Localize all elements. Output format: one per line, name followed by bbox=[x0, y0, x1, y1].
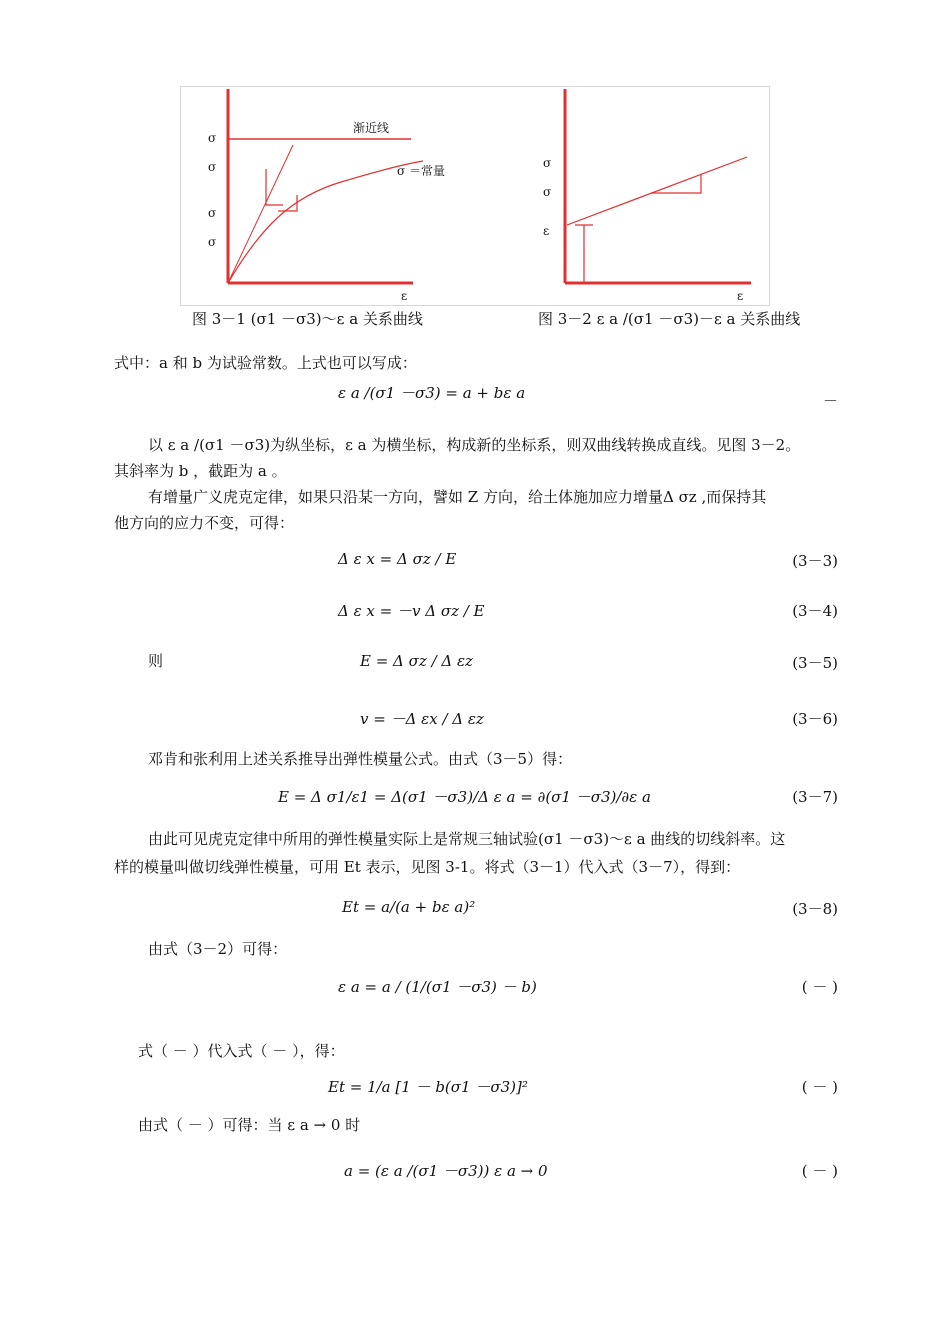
equation-3-3: Δ ε x = Δ σz / E bbox=[338, 550, 457, 568]
equation-3-8: Et = a/(a + bε a)² bbox=[342, 898, 476, 916]
fig1-y-label-2: σ bbox=[208, 160, 217, 174]
figure-panel bbox=[180, 86, 770, 306]
equation-number-b: ( － ) bbox=[801, 978, 838, 996]
equation-number-3-7: (3－7) bbox=[792, 788, 838, 806]
figures-svg bbox=[181, 87, 769, 305]
fig1-x-label: ε bbox=[401, 289, 408, 303]
fig2-x-label: ε bbox=[737, 289, 744, 303]
word-then: 则 bbox=[148, 652, 164, 670]
fig2-y-label-3: ε bbox=[543, 224, 550, 238]
fig1-curve-label: σ ＝常量 bbox=[397, 164, 446, 178]
equation-3-4: Δ ε x = －v Δ σz / E bbox=[338, 602, 485, 620]
paragraph-hooke-line1: 有增量广义虎克定律，如果只沿某一方向，譬如 Z 方向，给土体施加应力增量Δ σz ,而保持其 bbox=[148, 488, 767, 506]
fig1-y-label-1: σ bbox=[208, 131, 217, 145]
equation-d: a = (ε a /(σ1 －σ3)) ε a → 0 bbox=[344, 1162, 548, 1180]
paragraph-axes-line2: 其斜率为 b ，截距为 a 。 bbox=[114, 462, 287, 480]
paragraph-constants: 式中：a 和 b 为试验常数。上式也可以写成： bbox=[114, 354, 417, 372]
equation-number-c: ( － ) bbox=[801, 1078, 838, 1096]
equation-3-7: E = Δ σ1/ε1 = Δ(σ1 －σ3)/Δ ε a = ∂(σ1 －σ3)/∂ε a bbox=[278, 788, 651, 806]
equation-c: Et = 1/a [1 － b(σ1 －σ3)]² bbox=[328, 1078, 528, 1096]
equation-number-3-5: (3－5) bbox=[792, 654, 838, 672]
equation-3-5: E = Δ σz / Δ εz bbox=[360, 652, 473, 670]
fig1-asymptote-label: 渐近线 bbox=[353, 121, 390, 135]
fig2-y-label-2: σ bbox=[543, 185, 552, 199]
equation-linearized: ε a /(σ1 －σ3) = a + bε a bbox=[338, 384, 526, 402]
equation-number-3-8: (3－8) bbox=[792, 900, 838, 918]
fig1-initial-tangent bbox=[228, 145, 293, 283]
equation-number-3-4: (3－4) bbox=[792, 602, 838, 620]
figure-1-plot bbox=[228, 89, 423, 283]
paragraph-tangent-line1: 由此可见虎克定律中所用的弹性模量实际上是常规三轴试验(σ1 －σ3)～ε a 曲线的切线斜率。这 bbox=[148, 830, 786, 848]
paragraph-hooke-line2: 他方向的应力不变，可得： bbox=[114, 514, 295, 532]
equation-3-6: v = －Δ εx / Δ εz bbox=[360, 710, 484, 728]
fig2-line bbox=[567, 157, 747, 225]
fig2-y-label-1: σ bbox=[543, 156, 552, 170]
fig1-y-label-4: σ bbox=[208, 235, 217, 249]
fig1-slope-triangle-1 bbox=[266, 169, 283, 205]
equation-number-a: － bbox=[822, 392, 838, 410]
equation-number-d: ( － ) bbox=[801, 1162, 838, 1180]
figure-2-caption: 图 3－2 ε a /(σ1 －σ3)－ε a 关系曲线 bbox=[538, 310, 801, 328]
paragraph-from-3-2: 由式（3－2）可得： bbox=[148, 940, 288, 958]
figure-2-plot bbox=[565, 89, 751, 283]
equation-number-3-3: (3－3) bbox=[792, 552, 838, 570]
paragraph-limit: 由式（ － ）可得：当 ε a → 0 时 bbox=[138, 1116, 361, 1134]
paragraph-axes-line1: 以 ε a /(σ1 －σ3)为纵坐标，ε a 为横坐标，构成新的坐标系，则双曲线转换成直线。见图 3－2。 bbox=[148, 436, 801, 454]
equation-b: ε a = a / (1/(σ1 －σ3) － b) bbox=[338, 978, 537, 996]
equation-number-3-6: (3－6) bbox=[792, 710, 838, 728]
paragraph-duncan-chang: 邓肯和张利用上述关系推导出弹性模量公式。由式（3－5）得： bbox=[148, 750, 573, 768]
figure-1-caption: 图 3－1 (σ1 －σ3)～ε a 关系曲线 bbox=[192, 310, 423, 328]
paragraph-substitute: 式（ － ）代入式（ － ），得： bbox=[138, 1042, 345, 1060]
paragraph-tangent-line2: 样的模量叫做切线弹性模量，可用 Et 表示，见图 3-1。将式（3－1）代入式（3－7），得到： bbox=[114, 858, 741, 876]
fig1-y-label-3: σ bbox=[208, 206, 217, 220]
